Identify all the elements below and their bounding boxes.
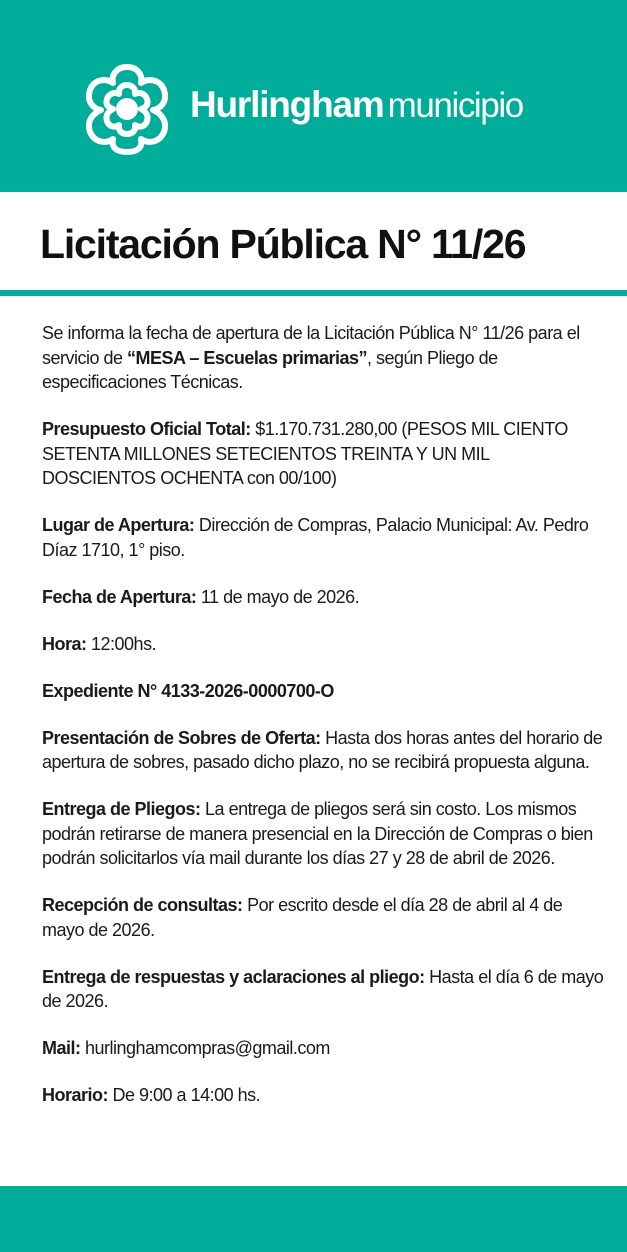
brand-suffix: municipio: [387, 86, 523, 125]
header-banner: [0, 0, 627, 192]
field-label: Presentación de Sobres de Oferta:: [42, 727, 321, 748]
field-value: 11 de mayo de 2026.: [196, 586, 360, 607]
footer-band: [0, 1186, 627, 1252]
field-presentacion-sobres: [42, 726, 607, 775]
field-hora: [42, 632, 607, 657]
service-name: “MESA – Escuelas primarias”: [127, 347, 367, 368]
field-value: De 9:00 a 14:00 hs.: [108, 1085, 261, 1105]
field-fecha-apertura: [42, 585, 607, 610]
field-value: Dirección de Compras, Palacio Municipal: Av. Pedro Díaz 1710, 1° piso.: [42, 515, 589, 560]
field-expediente: [42, 679, 607, 704]
brand-wordmark: [190, 86, 523, 123]
field-entrega-respuestas: [42, 965, 607, 1014]
field-label: Recepción de consultas:: [42, 895, 243, 915]
page-title: Licitación Pública N° 11/26: [40, 221, 526, 267]
field-label: Horario:: [42, 1085, 109, 1105]
field-value: 12:00hs.: [86, 633, 157, 654]
field-label: Entrega de Pliegos:: [42, 799, 201, 819]
email-value: hurlinghamcompras@gmail.com: [80, 1038, 330, 1058]
intro-text: Se informa la fecha de apertura de la Licitación Pública N° 11/26 para el servicio de: [42, 323, 580, 368]
brand-name: Hurlingham: [190, 84, 384, 125]
field-label: Lugar de Apertura:: [42, 515, 195, 535]
field-lugar-apertura: [42, 513, 607, 562]
field-label: Expediente N° 4133-2026-0000700-O: [42, 680, 334, 701]
field-value: $1.170.731.280,00 (PESOS MIL CIENTO SETENTA MILLONES SETECIENTOS TREINTA Y UN MIL DOSCIENTOS OCHENTA con 00/100): [42, 419, 568, 488]
field-label: Mail:: [42, 1038, 81, 1058]
field-label: Entrega de respuestas y aclaraciones al pliego:: [42, 966, 425, 987]
field-value: Por escrito desde el día 28 de abril al 4 de mayo de 2026.: [42, 895, 563, 940]
title-divider: [0, 290, 627, 296]
notice-body: [42, 321, 607, 1130]
field-label: Fecha de Apertura:: [42, 586, 197, 607]
field-label: Presupuesto Oficial Total:: [42, 419, 251, 439]
field-value: Hasta el día 6 de mayo de 2026.: [42, 966, 604, 1011]
field-value: Hasta dos horas antes del horario de apertura de sobres, pasado dicho plazo, no se recibirá propuesta alguna.: [42, 727, 603, 772]
intro-paragraph: [42, 321, 607, 395]
field-entrega-pliegos: [42, 797, 607, 871]
field-horario: [42, 1083, 607, 1108]
flower-logo-icon: [80, 62, 174, 156]
field-presupuesto: [42, 417, 607, 491]
field-recepcion-consultas: [42, 893, 607, 942]
field-value: La entrega de pliegos será sin costo. Los mismos podrán retirarse de manera presencial en la Dirección de Compras o bien podrán solicitarlos vía mail durante los días 27 y 28 de abril de 2026.: [42, 799, 593, 868]
field-label: Hora:: [42, 633, 87, 654]
intro-text-end: , según Pliego de especificaciones Técnicas.: [42, 347, 498, 392]
field-mail: [42, 1036, 607, 1061]
